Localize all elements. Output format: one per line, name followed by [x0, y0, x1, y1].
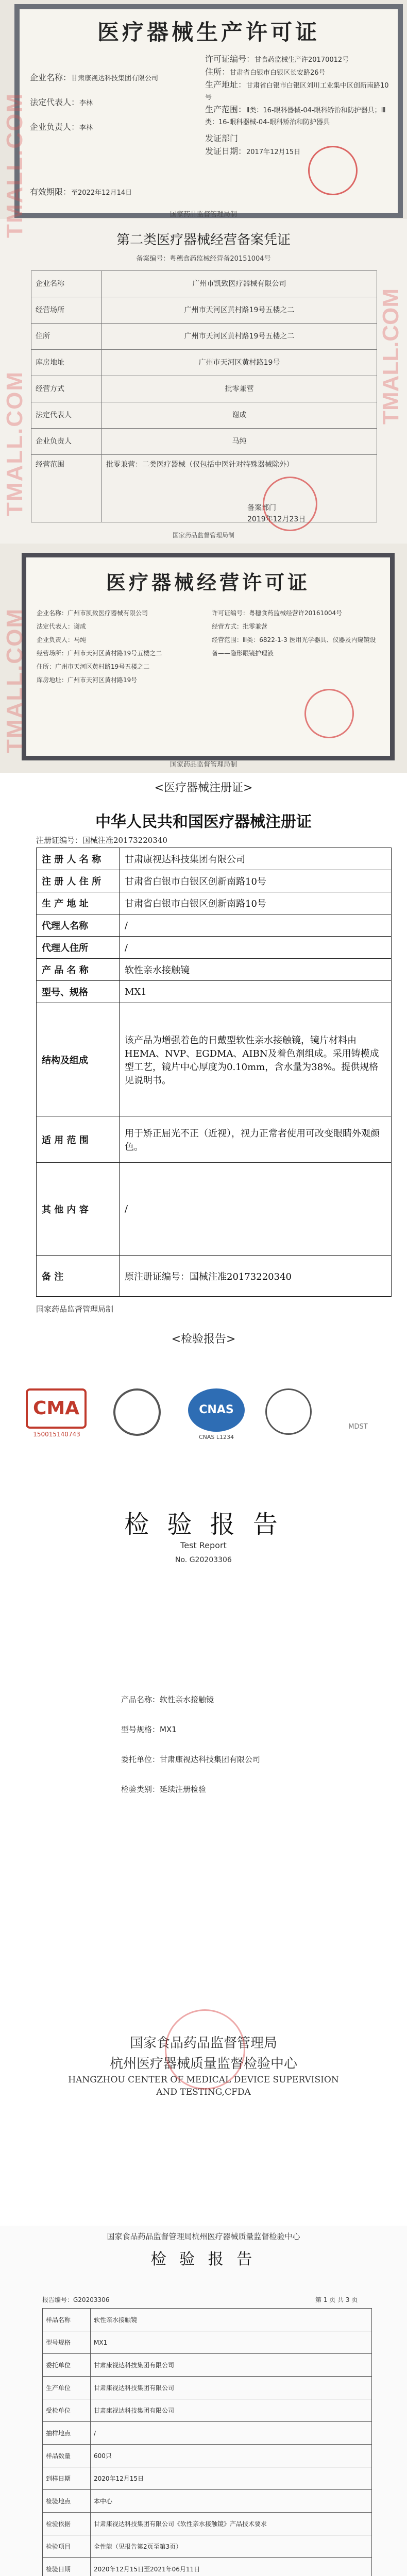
biz-legal: 谢成	[74, 623, 87, 630]
test-report-tag: <检验报告>	[171, 1333, 236, 1346]
product-name: 软性亲水接触镜	[160, 1695, 214, 1704]
registration-key: 备 注	[37, 1256, 120, 1297]
biz-mode: 批零兼营	[243, 623, 268, 630]
field-label: 库房地址：	[37, 676, 68, 684]
site: 甘肃省白银市白银区刘川工业集中区创新南路10号	[205, 82, 389, 101]
detail-row	[43, 2377, 372, 2399]
record-row-value: 广州市天河区黄村路19号	[101, 350, 377, 376]
registration-value: 甘肃康视达科技集团有限公司	[120, 848, 392, 870]
detail-value: 甘肃康视达科技集团有限公司	[91, 2399, 372, 2422]
record-title: 第二类医疗器械经营备案凭证	[116, 232, 291, 248]
registration-value: /	[120, 937, 392, 959]
org-name-cn: 国家食品药品监督管理局	[129, 2036, 277, 2051]
record-agency: 备案部门	[247, 504, 276, 512]
detail-value: MX1	[91, 2331, 372, 2354]
detail-value: 2020年12月15日	[91, 2467, 372, 2490]
detail-key: 到样日期	[43, 2467, 91, 2490]
record-row	[31, 428, 377, 454]
class2-record-section	[0, 219, 407, 544]
official-seal-icon	[308, 146, 358, 195]
registration-key: 代理人住所	[37, 937, 120, 959]
biz-warehouse: 广州市天河区黄村路19号	[67, 676, 138, 684]
manufacture-license-section	[0, 0, 407, 219]
address: 甘肃省白银市白银区长安路26号	[230, 69, 326, 77]
detail-key: 检验依据	[43, 2513, 91, 2535]
field-label: 经营范围：	[212, 636, 243, 643]
record-scope: 批零兼营：二类医疗器械（仅包括中医针对特殊器械除外）	[101, 455, 377, 522]
registration-row	[37, 1163, 392, 1256]
report-no-label: No.	[175, 1556, 188, 1564]
registration-row	[37, 1116, 392, 1163]
registration-row	[37, 870, 392, 892]
watermark-left-3: TMALL.COM	[2, 608, 27, 753]
detail-key: 检验日期	[43, 2558, 91, 2576]
record-row-key: 企业负责人	[36, 437, 72, 446]
cnas-number: CNAS L1234	[198, 1434, 234, 1440]
test-detail-section	[0, 2226, 407, 2576]
biz-scope: Ⅲ类：6822-1-3 医用光学器具、仪器及内窥镜设备——隐形眼镜护理液	[212, 636, 376, 657]
detail-key: 委托单位	[43, 2354, 91, 2377]
org-seal-icon	[165, 2009, 245, 2090]
detail-row	[43, 2513, 372, 2535]
registration-value: 原注册证编号：国械注准20173220340	[120, 1256, 392, 1297]
record-row-value: 广州市天河区黄村路19号五楼之二	[101, 324, 377, 349]
registration-table	[36, 848, 392, 1297]
record-row-key: 法定代表人	[36, 411, 72, 419]
detail-value: 600只	[91, 2445, 372, 2467]
record-row-key: 企业名称	[36, 280, 64, 288]
registration-row	[37, 848, 392, 870]
registration-footer: 国家药品监督管理局制	[36, 1304, 114, 1314]
expiry: 至2022年12月14日	[71, 189, 132, 197]
field-label: 型号规格：	[121, 1725, 160, 1734]
record-row	[31, 271, 377, 297]
scope: Ⅱ类：16-眼科器械-04-眼科矫治和防护器具；Ⅲ类：16-眼科器械-04-眼科矫治和防护器具	[205, 107, 386, 126]
registration-row	[37, 937, 392, 959]
field-label: 许可证编号：	[212, 609, 249, 617]
ilac-logo-icon	[265, 1388, 312, 1435]
registration-key: 型号、规格	[37, 981, 120, 1003]
detail-row	[43, 2535, 372, 2558]
report-no: G20203306	[189, 1556, 232, 1564]
circle-logo-icon	[113, 1388, 161, 1436]
model: MX1	[160, 1725, 177, 1734]
registration-section	[0, 773, 407, 1324]
test-report-title: 检 验 报 告	[124, 1510, 283, 1539]
record-footer: 国家药品监督管理局制	[172, 532, 234, 539]
registration-value: MX1	[120, 981, 392, 1003]
registration-value: 甘肃省白银市白银区创新南路10号	[120, 892, 392, 914]
field-label: 许可证编号：	[205, 54, 255, 64]
record-row-value: 广州市天河区黄村路19号五楼之二	[101, 297, 377, 323]
business-seal-icon	[304, 689, 354, 738]
detail-title: 检 验 报 告	[150, 2250, 257, 2268]
record-row-key: 经营方式	[36, 385, 64, 393]
detail-row	[43, 2467, 372, 2490]
registration-title: 中华人民共和国医疗器械注册证	[95, 813, 312, 831]
detail-row	[43, 2445, 372, 2467]
field-label: 企业名称：	[30, 73, 72, 82]
detail-row	[43, 2399, 372, 2422]
field-label: 企业名称：	[37, 609, 68, 617]
field-label: 有效期限：	[30, 187, 72, 197]
detail-value: 软性亲水接触镜	[91, 2309, 372, 2331]
field-label: 企业负责人：	[30, 122, 80, 132]
detail-key: 样品名称	[43, 2309, 91, 2331]
mdst-logo-icon: MDST	[348, 1423, 368, 1431]
biz-address: 广州市天河区黄村路19号五楼之二	[55, 663, 150, 670]
registration-tag: <医疗器械注册证>	[154, 782, 253, 794]
biz-site: 广州市天河区黄村路19号五楼之二	[67, 650, 162, 657]
field-label: 住所：	[37, 663, 56, 670]
field-label: 法定代表人：	[30, 97, 80, 107]
detail-row	[43, 2558, 372, 2576]
field-label: 委托单位：	[121, 1755, 160, 1764]
detail-value: 本中心	[91, 2490, 372, 2513]
registration-value: /	[120, 914, 392, 937]
detail-key: 抽样地点	[43, 2422, 91, 2445]
registration-row	[37, 892, 392, 914]
registration-key: 注 册 人 名 称	[37, 848, 120, 870]
detail-value: 甘肃康视达科技集团有限公司	[91, 2377, 372, 2399]
watermark-left-1: TMALL.COM	[2, 93, 27, 238]
registration-key: 注 册 人 住 所	[37, 870, 120, 892]
test-type: 延续注册检验	[160, 1785, 207, 1794]
field-label: 检验类别：	[121, 1785, 160, 1794]
registration-number: 注册证编号：国械注准20173220340	[36, 836, 167, 845]
business-footer: 国家药品监督管理局制	[169, 761, 237, 769]
detail-row	[43, 2309, 372, 2331]
biz-leader: 马纯	[74, 636, 87, 643]
registration-value: /	[120, 1163, 392, 1256]
field-label: 住所：	[205, 67, 230, 77]
detail-row	[43, 2331, 372, 2354]
record-number: 备案编号：粤穗食药监械经营备20151004号	[136, 255, 271, 263]
detail-table	[42, 2308, 372, 2576]
detail-key: 样品数量	[43, 2445, 91, 2467]
detail-report-no: 报告编号：G20203306	[42, 2296, 110, 2303]
license-no: 甘食药监械生产许20170012号	[255, 56, 349, 64]
detail-row	[43, 2422, 372, 2445]
registration-row	[37, 981, 392, 1003]
record-table	[31, 270, 377, 522]
cma-cert-number: 150015140743	[33, 1431, 80, 1438]
detail-value: /	[91, 2422, 372, 2445]
registration-value: 软性亲水接触镜	[120, 959, 392, 981]
field-label: 发证日期：	[205, 146, 247, 156]
record-row-key: 库房地址	[36, 359, 64, 367]
test-report-subtitle: Test Report	[180, 1540, 227, 1550]
biz-license-no: 粤穗食药监械经营许20161004号	[249, 609, 343, 617]
record-scope-label: 经营范围	[36, 461, 64, 469]
field-label: 经营场所：	[37, 650, 68, 657]
record-row-value: 谢成	[101, 402, 377, 428]
detail-row	[43, 2490, 372, 2513]
issue-date: 2017年12月15日	[246, 148, 301, 156]
detail-key: 检验项目	[43, 2535, 91, 2558]
record-row	[31, 323, 377, 349]
detail-row	[43, 2354, 372, 2377]
company-name: 甘肃康视达科技集团有限公司	[71, 75, 159, 82]
field-label: 发证部门	[205, 133, 239, 143]
record-row-value: 批零兼营	[101, 376, 377, 402]
registration-key: 结构及组成	[37, 1003, 120, 1116]
record-row	[31, 402, 377, 428]
field-label: 经营方式：	[212, 623, 243, 630]
cnas-logo-icon: CNAS	[188, 1388, 245, 1432]
watermark-right-1: TMALL.COM	[378, 289, 403, 425]
detail-key: 检验地点	[43, 2490, 91, 2513]
record-row-value: 广州市凯致医疗器械有限公司	[101, 271, 377, 297]
detail-header: 国家食品药品监督管理局杭州医疗器械质量监督检验中心	[107, 2232, 300, 2241]
registration-row	[37, 959, 392, 981]
record-row	[31, 349, 377, 376]
field-label: 生产范围：	[205, 105, 247, 114]
record-row-value: 马纯	[101, 429, 377, 454]
record-row	[31, 376, 377, 402]
detail-key: 生产单位	[43, 2377, 91, 2399]
record-row-key: 经营场所	[36, 306, 64, 314]
registration-row	[37, 914, 392, 937]
registration-key: 生 产 地 址	[37, 892, 120, 914]
legal-rep: 李林	[79, 99, 93, 107]
record-date: 2019年12月23日	[247, 515, 306, 523]
record-row	[31, 297, 377, 323]
registration-value: 该产品为增强着色的日戴型软性亲水接触镜，镜片材料由HEMA、NVP、EGDMA、AIBN及着色剂组成。采用铸模成型工艺，镜片中心厚度为0.10mm，含水量为38%。提供规格见说明书。	[120, 1003, 392, 1116]
test-report-section	[0, 1324, 407, 2226]
field-label: 法定代表人：	[37, 623, 74, 630]
registration-row	[37, 1256, 392, 1297]
record-row-key: 住所	[36, 332, 50, 341]
detail-value: 2020年12月15日至2021年06月11日	[91, 2558, 372, 2576]
detail-value: 甘肃康视达科技集团有限公司	[91, 2354, 372, 2377]
field-label: 企业负责人：	[37, 636, 74, 643]
detail-value: 全性能（见报告第2页至第3页）	[91, 2535, 372, 2558]
registration-key: 其 他 内 容	[37, 1163, 120, 1256]
cma-logo-icon: CMA	[26, 1388, 87, 1429]
record-seal-icon	[263, 477, 317, 531]
registration-key: 产 品 名 称	[37, 959, 120, 981]
detail-page: 第 1 页 共 3 页	[315, 2296, 358, 2303]
company-leader: 李林	[79, 124, 93, 132]
registration-key: 适 用 范 围	[37, 1116, 120, 1163]
detail-key: 受检单位	[43, 2399, 91, 2422]
registration-key: 代理人名称	[37, 914, 120, 937]
biz-company: 广州市凯致医疗器械有限公司	[67, 609, 148, 617]
detail-key: 型号规格	[43, 2331, 91, 2354]
field-label: 生产地址：	[205, 80, 247, 90]
client: 甘肃康视达科技集团有限公司	[160, 1755, 261, 1764]
license-title: 医疗器械生产许可证	[97, 20, 320, 45]
authority-footer: 国家药品监督管理局制	[169, 211, 237, 218]
registration-value: 用于矫正屈光不正（近视），视力正常者使用可改变眼睛外观颜色。	[120, 1116, 392, 1163]
watermark-left-2: TMALL.COM	[2, 371, 27, 516]
business-license-section	[0, 544, 407, 773]
field-label: 产品名称：	[121, 1695, 160, 1704]
registration-row	[37, 1003, 392, 1116]
registration-value: 甘肃省白银市白银区创新南路10号	[120, 870, 392, 892]
org-name-en: HANGZHOU CENTER OF MEDICAL DEVICE SUPERVISION AND TESTING,CFDA	[68, 2075, 339, 2097]
business-license-title: 医疗器械经营许可证	[106, 571, 310, 594]
detail-value: 甘肃康视达科技集团有限公司《软性亲水接触镜》产品技术要求	[91, 2513, 372, 2535]
org-name-cn-2: 杭州医疗器械质量监督检验中心	[109, 2056, 297, 2072]
